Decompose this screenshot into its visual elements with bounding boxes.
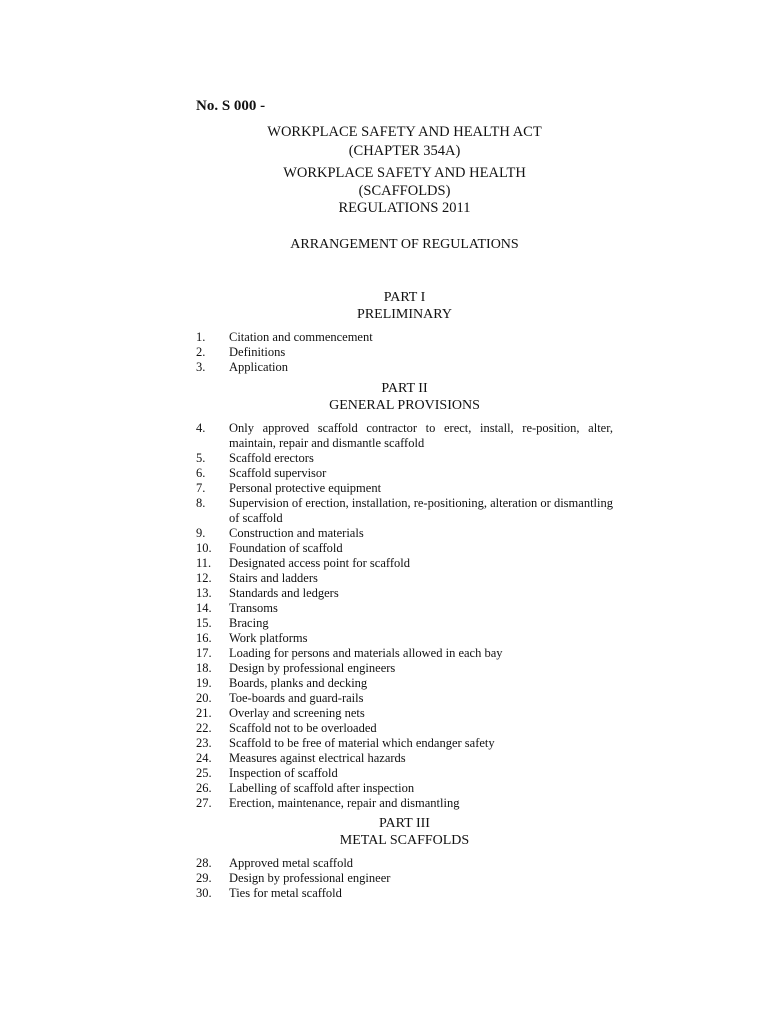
list-item (196, 586, 613, 601)
list-item (196, 691, 613, 706)
list-item (196, 646, 613, 661)
item-number: 5. (196, 451, 206, 465)
item-text: Toe-boards and guard-rails (229, 691, 364, 705)
item-number: 14. (196, 601, 212, 615)
item-text: Definitions (229, 345, 286, 359)
item-text: Designated access point for scaffold (229, 556, 410, 570)
item-number: 19. (196, 676, 212, 690)
regulations-title-line-1: WORKPLACE SAFETY AND HEALTH (283, 165, 526, 181)
item-text: Supervision of erection, installation, re-positioning, alteration or dismantling of scaffold (229, 496, 613, 525)
item-number: 9. (196, 526, 206, 540)
part-number: PART III (379, 816, 430, 831)
list-item (196, 541, 613, 556)
item-text: Boards, planks and decking (229, 676, 368, 690)
part-title: GENERAL PROVISIONS (329, 398, 480, 413)
item-text: Erection, maintenance, repair and dismantling (229, 796, 460, 810)
item-number: 15. (196, 616, 212, 630)
regulations-list (196, 330, 613, 375)
list-item (196, 451, 613, 466)
part-number: PART I (383, 290, 426, 305)
list-item (196, 886, 613, 901)
item-text: Application (229, 360, 289, 374)
part-number: PART II (381, 381, 428, 396)
list-item (196, 781, 613, 796)
item-number: 1. (196, 330, 206, 344)
item-number: 30. (196, 886, 212, 900)
item-number: 7. (196, 481, 206, 495)
item-number: 26. (196, 781, 212, 795)
item-text: Construction and materials (229, 526, 364, 540)
item-text: Measures against electrical hazards (229, 751, 406, 765)
list-item (196, 736, 613, 751)
list-item (196, 796, 613, 811)
list-item (196, 466, 613, 481)
regulations-title-block (196, 165, 613, 218)
list-item (196, 661, 613, 676)
item-number: 22. (196, 721, 212, 735)
item-text: Inspection of scaffold (229, 766, 338, 780)
list-item (196, 496, 613, 526)
item-number: 12. (196, 571, 212, 585)
list-item (196, 721, 613, 736)
item-text: Overlay and screening nets (229, 706, 365, 720)
arrangement-heading: ARRANGEMENT OF REGULATIONS (290, 237, 519, 252)
item-text: Citation and commencement (229, 330, 373, 344)
list-item (196, 601, 613, 616)
item-text: Labelling of scaffold after inspection (229, 781, 415, 795)
item-number: 11. (196, 556, 212, 570)
item-number: 4. (196, 421, 206, 435)
item-number: 21. (196, 706, 212, 720)
item-text: Personal protective equipment (229, 481, 382, 495)
item-number: 17. (196, 646, 212, 660)
part-heading (196, 289, 613, 323)
list-item (196, 631, 613, 646)
item-text: Transoms (229, 601, 278, 615)
item-number: 24. (196, 751, 212, 765)
regulations-title-line-2: (SCAFFOLDS) (358, 182, 451, 199)
item-text: Scaffold not to be overloaded (229, 721, 377, 735)
item-number: 28. (196, 856, 212, 870)
list-item (196, 676, 613, 691)
item-number: 20. (196, 691, 212, 705)
regulations-list (196, 421, 613, 811)
list-item (196, 616, 613, 631)
item-number: 13. (196, 586, 212, 600)
item-number: 25. (196, 766, 212, 780)
list-item (196, 706, 613, 721)
list-item (196, 330, 613, 345)
item-number: 10. (196, 541, 212, 555)
list-item (196, 856, 613, 871)
list-item (196, 526, 613, 541)
item-text: Foundation of scaffold (229, 541, 343, 555)
item-text: Work platforms (229, 631, 308, 645)
regulations-list (196, 856, 613, 901)
item-number: 3. (196, 360, 206, 374)
regulations-title-line-3: REGULATIONS 2011 (338, 200, 471, 216)
item-number: 27. (196, 796, 212, 810)
item-text: Ties for metal scaffold (229, 886, 342, 900)
item-text: Approved metal scaffold (229, 856, 354, 870)
list-item (196, 871, 613, 886)
item-number: 18. (196, 661, 212, 675)
list-item (196, 751, 613, 766)
part-title: PRELIMINARY (357, 307, 452, 322)
part-title: METAL SCAFFOLDS (339, 833, 470, 848)
item-text: Standards and ledgers (229, 586, 339, 600)
item-number: 2. (196, 345, 206, 359)
item-number: 29. (196, 871, 212, 885)
item-text: Design by professional engineer (229, 871, 391, 885)
act-chapter: (CHAPTER 354A) (348, 143, 461, 159)
item-number: 6. (196, 466, 206, 480)
act-title-block (196, 123, 613, 161)
item-text: Scaffold erectors (229, 451, 314, 465)
list-item (196, 345, 613, 360)
list-item (196, 360, 613, 375)
list-item (196, 556, 613, 571)
gazette-number: No. S 000 - (196, 98, 266, 114)
part-heading (196, 380, 613, 414)
item-text: Design by professional engineers (229, 661, 396, 675)
item-text: Bracing (229, 616, 269, 630)
item-number: 8. (196, 496, 206, 510)
item-text: Stairs and ladders (229, 571, 318, 585)
item-text: Scaffold to be free of material which endanger safety (229, 736, 495, 750)
item-number: 16. (196, 631, 212, 645)
item-number: 23. (196, 736, 212, 750)
part-heading (196, 815, 613, 849)
act-title: WORKPLACE SAFETY AND HEALTH ACT (267, 124, 542, 140)
list-item (196, 571, 613, 586)
list-item (196, 766, 613, 781)
list-item (196, 421, 613, 451)
item-text: Only approved scaffold contractor to erect, install, re-position, alter, maintain, repair and dismantle scaffold (229, 421, 613, 450)
list-item (196, 481, 613, 496)
item-text: Loading for persons and materials allowed in each bay (229, 646, 503, 660)
item-text: Scaffold supervisor (229, 466, 327, 480)
